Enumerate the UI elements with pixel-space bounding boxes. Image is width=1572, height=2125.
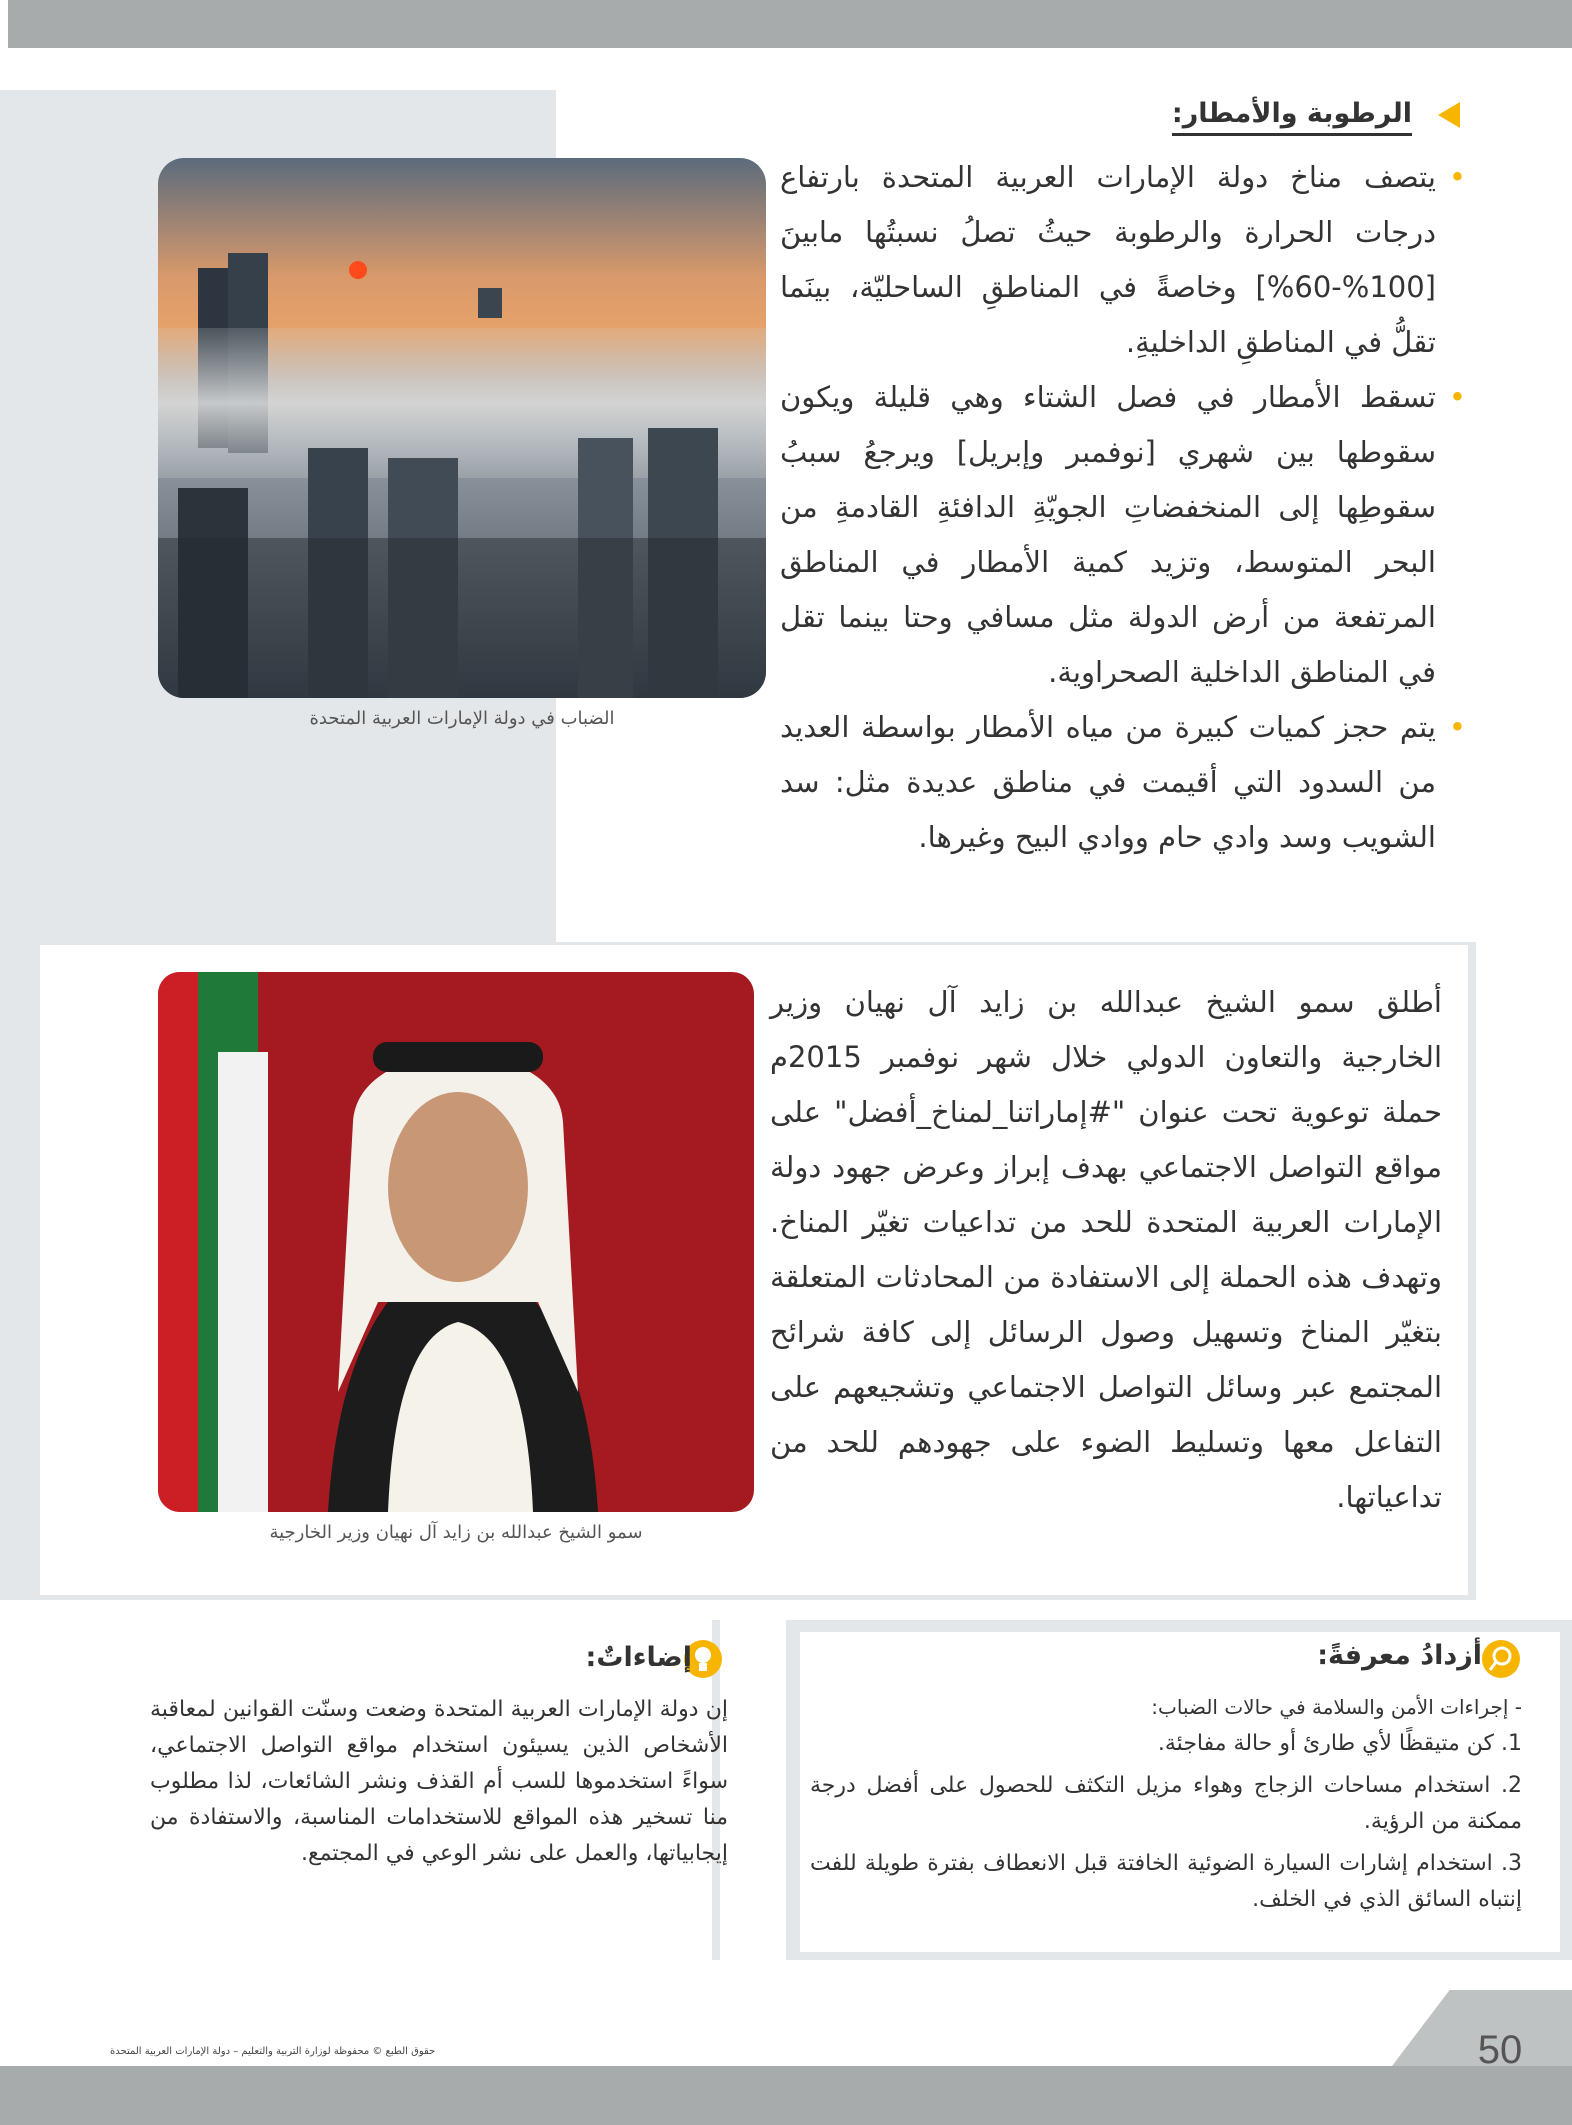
top-bar xyxy=(8,0,1572,48)
bullet-item: • يتم حجز كميات كبيرة من مياه الأمطار بواسطة العديد من السدود التي أقيمت في مناطق عديدة مثل: سد الشويب وسد وادي حام ووادي البيح وغيرها. xyxy=(780,700,1440,865)
magnifier-icon xyxy=(1482,1640,1520,1678)
photo-caption: الضباب في دولة الإمارات العربية المتحدة xyxy=(309,708,615,729)
section-title: الرطوبة والأمطار: xyxy=(1172,98,1412,136)
know-more-subtitle: - إجراءات الأمن والسلامة في حالات الضباب: xyxy=(1151,1695,1522,1719)
arrow-icon xyxy=(1438,102,1460,128)
copyright-text: حقوق الطبع © محفوظة لوزارة التربية والتعليم – دولة الإمارات العربية المتحدة xyxy=(110,2046,436,2057)
bottom-bar xyxy=(0,2066,1572,2125)
list-item: 1. كن متيقظًا لأي طارئ أو حالة مفاجئة. xyxy=(1157,1731,1522,1756)
know-more-title: أزدادُ معرفةً: xyxy=(1317,1640,1482,1671)
page-number: 50 xyxy=(1477,2028,1523,2072)
photo-caption: سمو الشيخ عبدالله بن زايد آل نهيان وزير الخارجية xyxy=(269,1522,643,1543)
safety-list xyxy=(810,1726,1522,1924)
list-item: 3. استخدام إشارات السيارة الضوئية الخافتة قبل الانعطاف بفترة طويلة للفت إنتباه السائق الذي في الخلف. xyxy=(810,1851,1522,1912)
bullet-item: • تسقط الأمطار في فصل الشتاء وهي قليلة ويكون سقوطها بين شهري [نوفمبر وإبريل] ويرجعُ سببُ سقوطِها إلى المنخفضاتِ الجويّةِ الدافئةِ القادمةِ من البحر المتوسط، وتزيد كمية الأمطار في المناطق المرتفعة من أرض الدولة مثل مسافي وحتا بينما تقل في المناطق الداخلية الصحراوية. xyxy=(780,370,1440,700)
bullet-item: • يتصف مناخ دولة الإمارات العربية المتحدة بارتفاع درجات الحرارة والرطوبة حيثُ تصلُ نسبتُها مابينَ [100%-60%] وخاصةً في المناطقِ الساحليّة، بينَما تقلُّ في المناطقِ الداخليةِ. xyxy=(780,150,1440,370)
portrait-photo xyxy=(158,972,754,1512)
lights-paragraph: إن دولة الإمارات العربية المتحدة وضعت وسنّت القوانين لمعاقبة الأشخاص الذين يسيئون استخدام مواقع التواصل الاجتماعي، سواءً استخدموها للسب أم القذف ونشر الشائعات، لذا مطلوب منا تسخير هذه المواقع للاستخدامات المناسبة، والاستفادة من إيجابياتها، والعمل على نشر الوعي في المجتمع. xyxy=(150,1697,728,1866)
bullet-list xyxy=(780,150,1440,865)
campaign-paragraph: أطلق سمو الشيخ عبدالله بن زايد آل نهيان وزير الخارجية والتعاون الدولي خلال شهر نوفمبر 2015م حملة توعوية تحت عنوان "#إماراتنا_لمناخ_أفضل" على مواقع التواصل الاجتماعي بهدف إبراز وعرض جهود دولة الإمارات العربية المتحدة للحد من تداعيات تغيّر المناخ. وتهدف هذه الحملة إلى الاستفادة من المحادثات المتعلقة بتغيّر المناخ وتسهيل وصول الرسائل إلى كافة شرائح المجتمع عبر وسائل التواصل الاجتماعي وتشجيعهم على التفاعل معها وتسليط الضوء على جهودهم للحد من تداعياتها. xyxy=(770,985,1442,1514)
fog-photo xyxy=(158,158,766,698)
list-item: 2. استخدام مساحات الزجاج وهواء مزيل التكثف للحصول على أفضل درجة ممكنة من الرؤية. xyxy=(810,1773,1522,1834)
lights-title: إضاءاتٌ: xyxy=(585,1642,692,1673)
